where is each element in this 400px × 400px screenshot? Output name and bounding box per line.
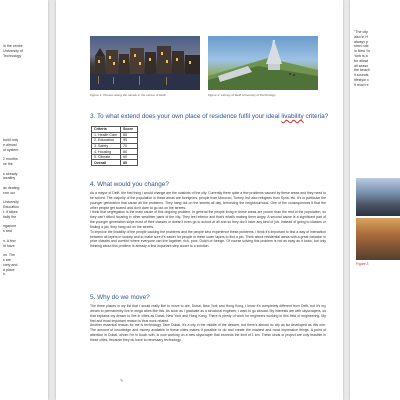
left-top-text	[3, 44, 47, 58]
table-cell: 85	[121, 132, 138, 138]
table-cell: 70	[121, 143, 138, 149]
photo1-caption: Figure 1: Houses along the canals in the centre of Delft	[90, 93, 166, 97]
table-cell: 80	[121, 149, 138, 155]
table-header: Score	[121, 127, 138, 133]
right-line: for allowi	[354, 58, 369, 63]
right-line: lt much e	[354, 82, 369, 87]
right-page	[350, 0, 400, 400]
left-line: rom our	[3, 190, 16, 195]
question3-heading	[90, 113, 328, 120]
table-row-overall	[92, 160, 138, 166]
paragraph: The three places in my list that I would really like to move to are, Dubai, New York and Hong Kong. I know it's completely different from Delft, but it's my dream to permanently live in mega cities like this. As soon as I graduate as a structural engineer, I want to go abroad. My interests are with skyscrapers, so that explains my dream to live in cities as Dubai, New York and Hong Kong. There is plenty of work for engineers working in this field of engineering. My first and most important reason is thus work-related.	[90, 304, 326, 323]
left-line: n. A few	[3, 238, 16, 243]
right-line: "The city	[354, 30, 368, 34]
left-line: ciety and	[3, 262, 18, 267]
right-text	[354, 30, 400, 88]
left-line: s already	[3, 171, 18, 176]
table-cell: Overall	[92, 160, 121, 166]
left-line: in the centre	[3, 44, 23, 48]
question5-body	[90, 304, 326, 343]
left-side-text	[3, 138, 47, 277]
library-photo	[208, 36, 318, 90]
table-cell: 3. Safety	[92, 143, 121, 149]
figure3-caption: Figure 3	[356, 262, 369, 266]
left-line: Education	[3, 205, 19, 210]
pen-icon: ✎	[120, 378, 124, 383]
left-line: wealthy	[3, 176, 16, 181]
left-line: tially the	[3, 214, 17, 219]
left-line: e almost	[3, 142, 17, 147]
right-line: lifestyle c	[354, 77, 369, 82]
heading-text: criteria?	[305, 113, 329, 120]
right-line: also in H	[354, 34, 368, 39]
left-page	[0, 0, 48, 400]
right-line: always p	[354, 39, 368, 44]
left-line: s and	[3, 229, 12, 234]
right-line: York is a	[354, 53, 368, 58]
paragraph: I think that segregation is the main cause of this ongoing problem. In general the people living in these areas are poorer than the rest of the population, so they can't afford housing in other wealthier parts of the city. They feel inferior and that's what's making them angry. A second cause is a significant part of the younger generation skips most of their classes or doesn't even go to school at all and so they don't have any kind of job. Instead of going to classes or finding a job, they hang out on the streets.	[90, 210, 326, 229]
left-line: ngapore	[3, 224, 17, 229]
table-cell: 60	[121, 154, 138, 160]
left-line: on. The	[3, 253, 16, 258]
right-line: it sounds	[354, 73, 369, 78]
table-header: Criteria	[92, 127, 121, 133]
city-photo	[356, 218, 400, 260]
left-line: d place	[3, 267, 15, 272]
table-cell: 1. Health Care	[92, 132, 121, 138]
question4-body	[90, 191, 326, 249]
left-line: Technology	[3, 53, 22, 58]
left-line: University	[3, 200, 19, 205]
paragraph: As a mayor of Delft, the first thing I would change are the outskirts of the city. Currently there quite a few problems caused by these areas and they need to be solved. The majority of the population in these areas are foreigners, people from Morocco, Turkey, but also refugees from Syria, etc. It's in particular the younger generation that cause all the problems. They hang out on the streets all day, terrorizing the neighbourhood. One of the consequences it that the other people get scared and don't dare to go out on the streets.	[90, 191, 326, 210]
left-line: ve the	[3, 161, 13, 166]
paragraph: Another essential reason for me is technology. Take Dubai, it's a city in the middle of the dessert, but there's almost no city as far developed as this one. The amount of knowledge and money available in these cities makes it possible to do and create the craziest and most impressive things. A point of attention in Dubai, whom I'm in touch with, is now working on a new skyscraper that exceeds the limit of 1 km. These kinds of project are only feasible in these cities, because they do have to necessary technology.	[90, 323, 326, 342]
left-line: 2 months	[3, 157, 18, 162]
delft-canal-photo	[90, 36, 200, 90]
paragraph: To improve the livability of the people causing the problems and the people who experience these problems, I think it's important to find a way of interaction between all layers in society and to make sure it's easier for people in these lower layers to find a job. Think about residential areas with a great variation in price classes and comfort where everyone can live together, rich, poor, Dutch or foreign. Of course solving this problem is not as easy as it looks, but only thinking about this problem is already a first important step closer to a solution.	[90, 229, 326, 249]
left-line: t. It takes	[3, 209, 18, 214]
right-line: the beach	[354, 68, 370, 73]
main-page	[56, 0, 343, 400]
table-cell: 85	[121, 160, 138, 166]
left-line: University of	[3, 48, 23, 53]
left-line: ld have	[3, 243, 15, 248]
question5-heading: 5. Why do we move?	[90, 294, 150, 301]
table-cell: 5. Climate	[92, 154, 121, 160]
photo2-caption: Figure 2: Library of Delft University of Technology	[208, 93, 276, 97]
left-line: as dealing	[3, 185, 20, 190]
heading-text: 3. To what extend does your own place of residence fulfil your ideal	[90, 113, 280, 120]
right-line: strict rule	[354, 44, 369, 49]
left-line: s are	[3, 257, 11, 262]
question4-heading: 4. What would you change?	[90, 181, 169, 188]
right-line: all seaso	[354, 63, 369, 68]
table-cell: 2. Education	[92, 138, 121, 144]
left-line: s.	[3, 272, 6, 277]
left-line: build only	[3, 138, 19, 142]
misspelled-word: livability	[281, 113, 304, 120]
skyline-photo	[356, 178, 400, 216]
livability-scores-table	[91, 126, 138, 166]
table-cell: 4. Housing	[92, 149, 121, 155]
right-line: in New Yo	[354, 49, 370, 54]
left-line: ut system	[3, 147, 19, 152]
table-cell: 95	[121, 138, 138, 144]
